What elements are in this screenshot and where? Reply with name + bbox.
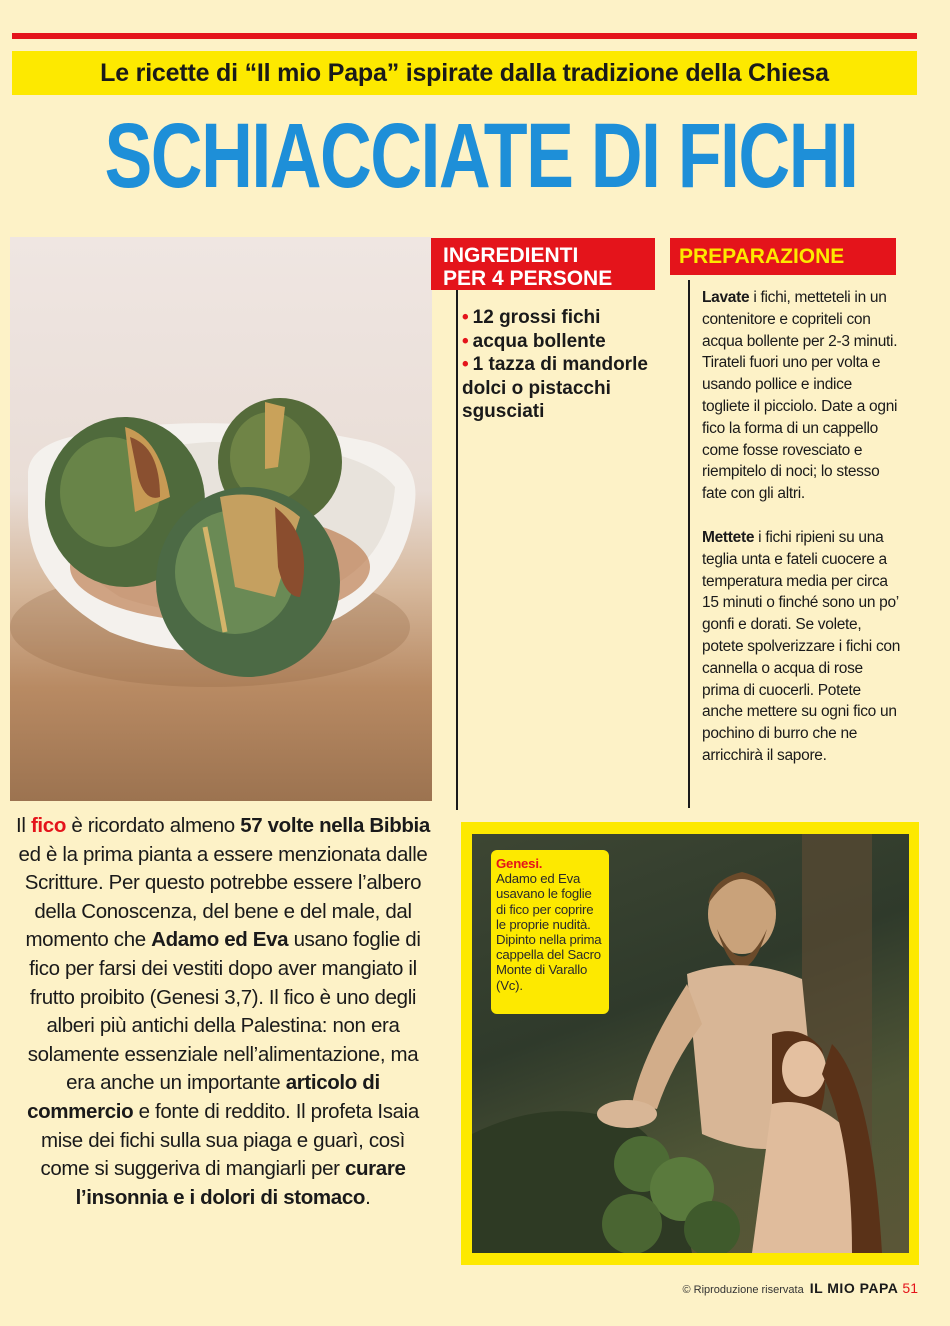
preparation-step [702, 527, 902, 767]
step-text: i fichi ripieni su una teglia unta e fateli cuocere a temperatura media per circa 15 minuti o finché sono un po’ gonfi e dorati. Se volete, potete spolverizzare i fichi con cannella o acqua di rose prima di cuocerli. Potete anche mettere su ogni fico un pochino di burro che ne arricchirà il sapore. [702, 528, 901, 764]
ingredient-label: acqua bollente [472, 330, 606, 352]
list-item [462, 330, 662, 354]
body-bold: articolo di commercio [27, 1071, 380, 1123]
bullet-icon: • [462, 354, 469, 375]
caption-title: Genesi. [496, 856, 543, 871]
ingredient-label: 1 tazza di mandorle dolci o pistacchi sgusciati [462, 354, 648, 422]
body-text: Il [16, 814, 31, 837]
ingredients-divider [456, 290, 458, 810]
preparation-heading: PREPARAZIONE [670, 238, 896, 275]
page-number: 51 [902, 1280, 918, 1296]
body-text: è ricordato almeno [66, 814, 241, 837]
ingredients-heading-line2: PER 4 PERSONE [443, 267, 613, 290]
recipe-title: SCHIACCIATE DI FICHI [104, 105, 858, 207]
figs-photo [10, 237, 432, 801]
body-bold: 57 volte nella Bibbia [240, 814, 430, 837]
step-lead: Mettete [702, 528, 755, 546]
page-footer [682, 1280, 918, 1296]
copyright-notice: © Riproduzione riservata [682, 1284, 804, 1296]
section-kicker: Le ricette di “Il mio Papa” ispirate dalla tradizione della Chiesa [12, 51, 917, 95]
body-text: usano foglie di fico per farsi dei vestiti dopo aver mangiato il frutto proibito (Genesi 3,7). Il fico è uno degli alberi più antichi della Palestina: non era solamente essenziale nell’alimentazione, ma era anche un importante [27, 928, 421, 1095]
top-red-rule [12, 33, 917, 39]
bullet-icon: • [462, 307, 469, 328]
article-body [16, 812, 430, 1212]
step-lead: Lavate [702, 289, 750, 306]
painting-caption [491, 850, 609, 1014]
caption-text: Adamo ed Eva usavano le foglie di fico per coprire le proprie nudità. Dipinto nella prima cappella del Sacro Monte di Varallo (Vc). [496, 871, 602, 993]
body-text: . [365, 1185, 371, 1209]
preparation-text [702, 287, 902, 789]
step-text: i fichi, metteteli in un contenitore e copriteli con acqua bollente per 2-3 minuti. Tirateli fuori uno per volta e usando pollice e indice togliete il picciolo. Date a ogni fico la forma di un cappello come fosse rovesciato e riempitelo di noci; lo stesso fate con gli altri. [702, 289, 898, 503]
ingredient-label: 12 grossi fichi [472, 307, 601, 328]
ingredients-heading [431, 238, 655, 290]
ingredients-heading-line1: INGREDIENTI [443, 244, 579, 267]
body-text: ed è la prima pianta a essere menzionata dalle Scritture. Per questo potrebbe essere l’albero della Conoscenza, del bene e del male, dal momento che [18, 842, 428, 952]
body-text: e fonte di reddito. Il profeta Isaia mise dei fichi sulla sua piaga e guarì, così come si suggeriva di mangiarli per [40, 1099, 419, 1181]
preparation-divider [688, 280, 690, 808]
body-highlight: fico [30, 814, 66, 837]
magazine-name: IL MIO PAPA [809, 1280, 899, 1296]
ingredients-list [462, 306, 662, 424]
preparation-step [702, 287, 902, 505]
list-item [462, 306, 662, 330]
bullet-icon: • [462, 330, 469, 352]
body-bold: curare l’insonnia e i dolori di stomaco [75, 1157, 406, 1209]
body-bold: Adamo ed Eva [151, 928, 289, 952]
list-item [462, 353, 662, 424]
